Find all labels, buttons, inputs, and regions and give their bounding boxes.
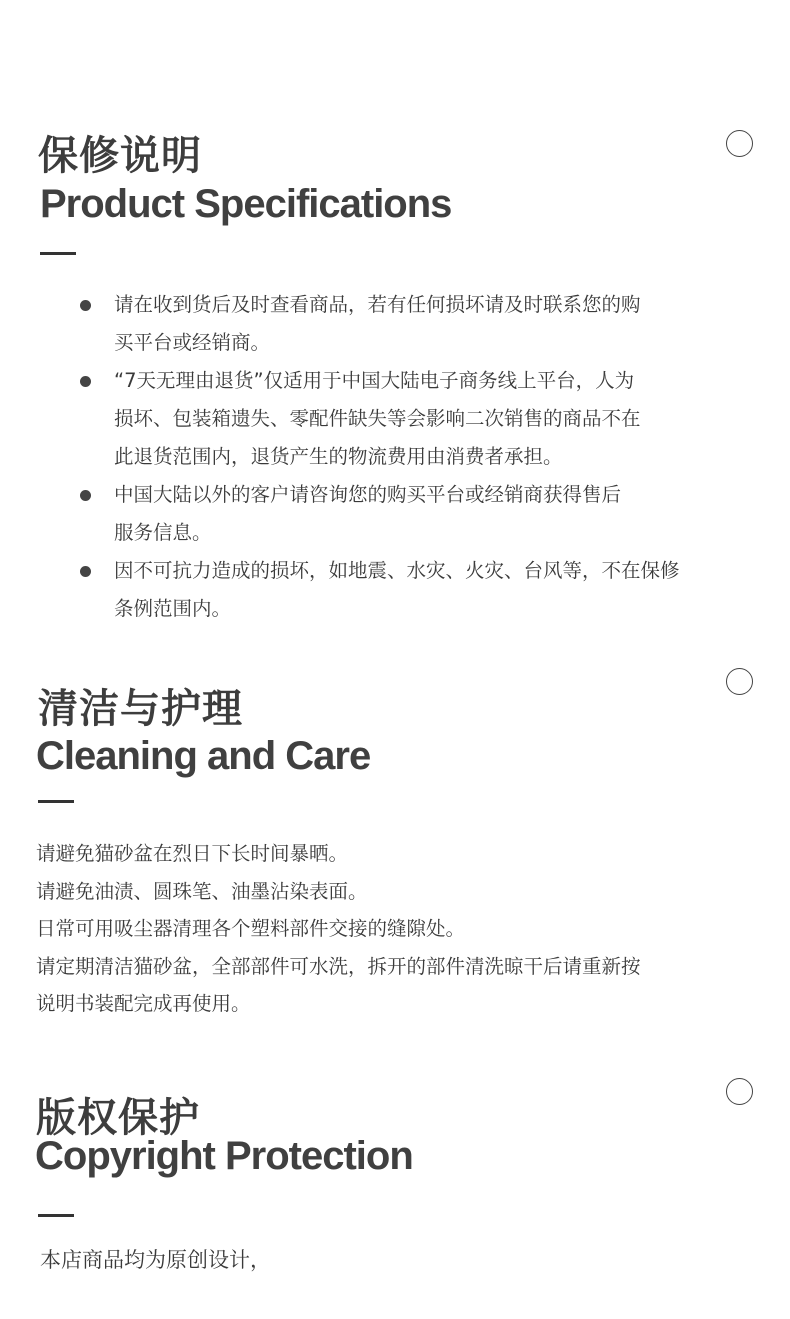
care-line: 日常可用吸尘器清理各个塑料部件交接的缝隙处。 [36, 917, 466, 940]
warranty-title-cn: 保修说明 [38, 133, 202, 179]
circle-icon [726, 130, 753, 157]
warranty-title-en: Product Specifications [40, 182, 452, 226]
care-text-block [36, 835, 736, 1023]
list-item-text: 条例范围内。 [114, 597, 232, 620]
list-item [78, 362, 718, 476]
warranty-list [78, 286, 718, 628]
list-item-text: 此退货范围内，退货产生的物流费用由消费者承担。 [114, 445, 563, 468]
copyright-title-cn: 版权保护 [36, 1095, 200, 1141]
bullet-dot-icon [80, 300, 91, 311]
care-title-en: Cleaning and Care [36, 734, 371, 778]
section-divider [38, 800, 74, 803]
list-item-text: 买平台或经销商。 [114, 331, 271, 354]
care-line: 请避免油渍、圆珠笔、油墨沾染表面。 [36, 879, 368, 903]
list-item-text: 因不可抗力造成的损坏，如地震、水灾、火灾、台风等，不在保修 [114, 559, 680, 582]
list-item-text: 请在收到货后及时查看商品，若有任何损坏请及时联系您的购 [114, 293, 641, 316]
circle-icon [726, 1078, 753, 1105]
section-divider [40, 252, 76, 255]
bullet-dot-icon [80, 566, 91, 577]
copyright-text: 本店商品均为原创设计， [40, 1248, 271, 1272]
bullet-dot-icon [80, 490, 91, 501]
list-item-text: 损坏、包装箱遗失、零配件缺失等会影响二次销售的商品不在 [114, 407, 641, 430]
list-item-text: 中国大陆以外的客户请咨询您的购买平台或经销商获得售后 [114, 483, 622, 506]
circle-icon [726, 668, 753, 695]
list-item [78, 552, 718, 628]
copyright-title-en: Copyright Protection [35, 1134, 413, 1178]
bullet-dot-icon [80, 376, 91, 387]
list-item-text: 服务信息。 [114, 521, 212, 544]
care-line: 说明书装配完成再使用。 [36, 992, 251, 1015]
list-item [78, 476, 718, 552]
care-line: 请定期清洁猫砂盆，全部部件可水洗，拆开的部件清洗晾干后请重新按 [36, 954, 641, 978]
care-line: 请避免猫砂盆在烈日下长时间暴晒。 [36, 842, 349, 865]
care-title-cn: 清洁与护理 [38, 686, 243, 732]
list-item [78, 286, 718, 362]
list-item-text: “7天无理由退货”仅适用于中国大陆电子商务线上平台，人为 [114, 369, 635, 392]
section-divider [38, 1214, 74, 1217]
